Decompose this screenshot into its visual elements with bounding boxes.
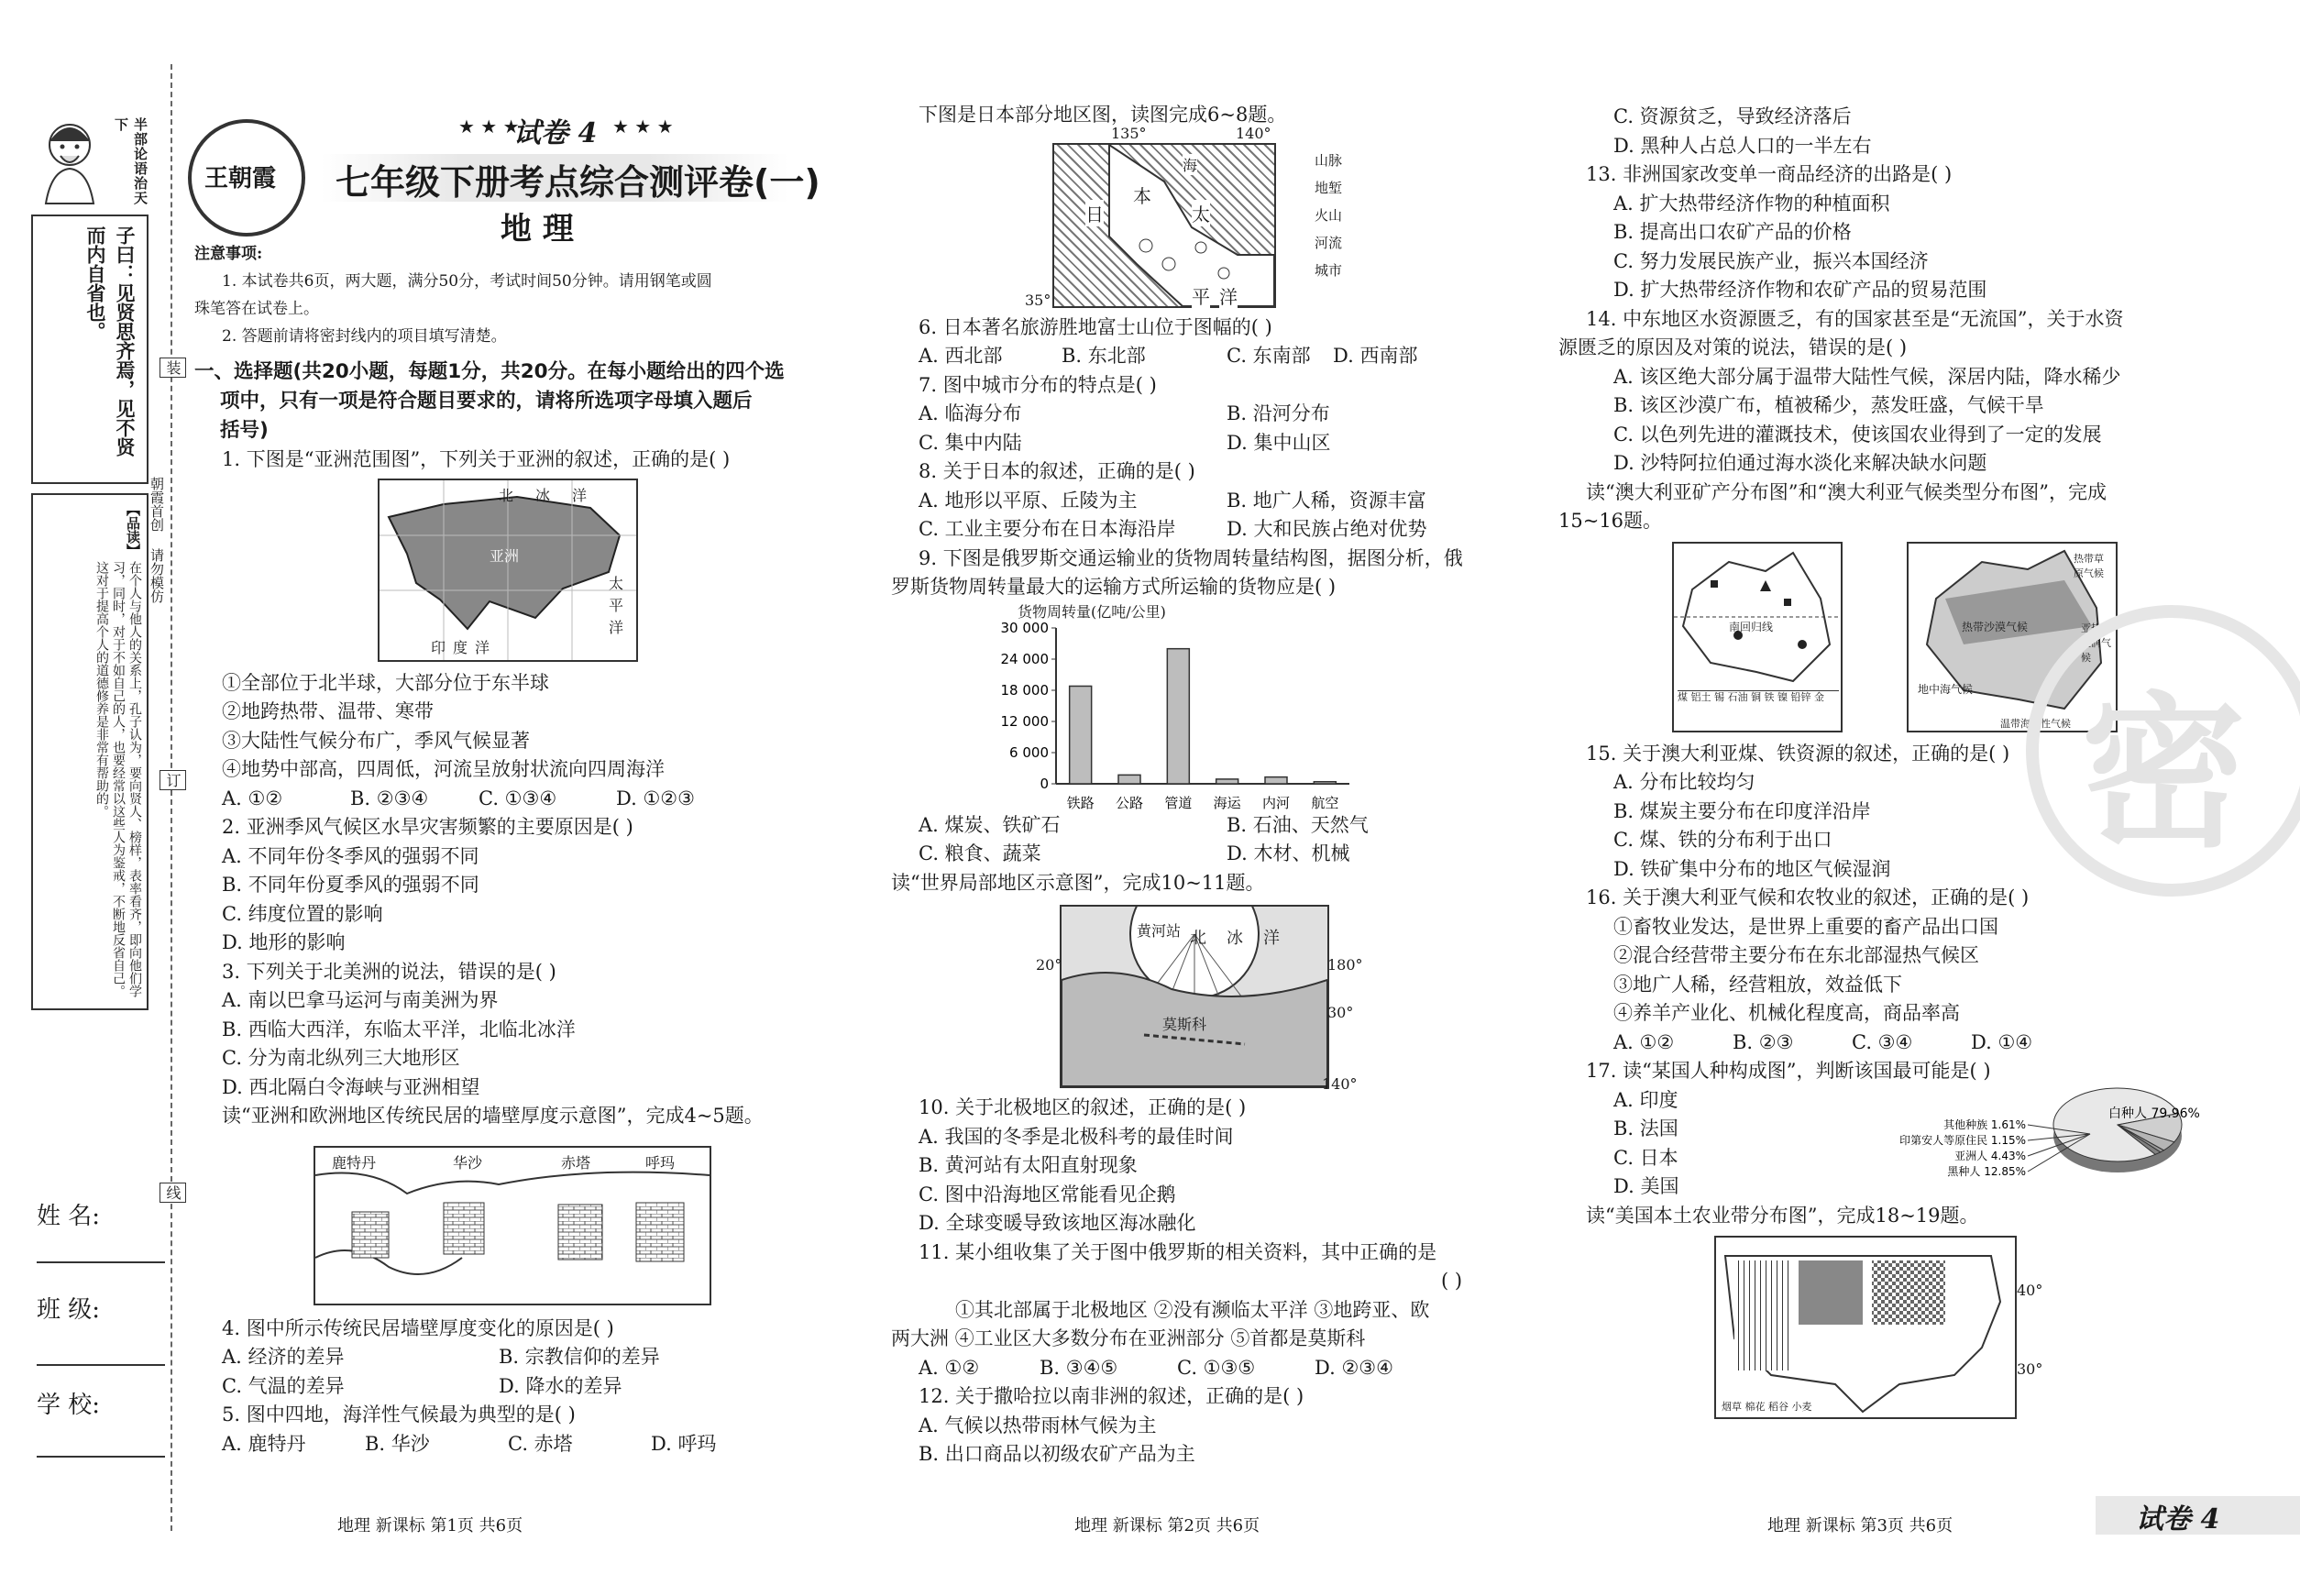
reading-prompt: 读“世界局部地区示意图”，完成10~11题。 — [891, 871, 1265, 894]
climate-label: 地中海气候 — [1918, 682, 1974, 696]
question-3: 3. 下列关于北美洲的说法，错误的是( ) — [222, 960, 556, 983]
q6-options — [891, 342, 1514, 371]
pindu-box — [31, 493, 149, 1010]
y-tick-label: 0 — [1040, 775, 1049, 792]
city-chita: 赤塔 — [561, 1153, 591, 1172]
option-c[interactable]: C. 图中沿海地区常能看见企鹅 — [919, 1183, 1176, 1205]
bar — [1265, 776, 1287, 783]
option-c[interactable]: C. 资源贫乏，导致经济落后 — [1613, 105, 1852, 127]
notes-item: 珠笔答在试卷上。 — [194, 300, 319, 318]
option-b[interactable]: B. 黄河站有太阳直射现象 — [919, 1154, 1138, 1176]
x-tick-label: 航空 — [1311, 794, 1339, 811]
question-6: 6. 日本著名旅游胜地富士山位于图幅的( ) — [919, 315, 1272, 338]
option-a[interactable]: A. 气候以热带雨林气候为主 — [919, 1414, 1157, 1436]
map-label: 平 — [609, 596, 624, 614]
option-b[interactable]: B. 沿河分布 — [1227, 402, 1330, 424]
map-label: 北 — [1190, 929, 1206, 948]
reading-prompt-cont: 15~16题。 — [1558, 510, 1663, 532]
q7-options — [891, 400, 1514, 429]
name-field[interactable] — [37, 1261, 165, 1263]
legend-item: 煤 — [1678, 690, 1688, 703]
option-b[interactable]: B. 石油、天然气 — [1227, 813, 1369, 836]
legend-item: 镍 — [1777, 690, 1788, 703]
pie-label: 亚洲人 4.43% — [1954, 1150, 2026, 1162]
chart-title: 货物周转量(亿吨/公里) — [1018, 602, 1166, 621]
aus-mineral-map — [1672, 542, 1843, 732]
option-a[interactable]: A. ①② — [1613, 1030, 1675, 1053]
lat-40: 40° — [2017, 1282, 2043, 1299]
legend-item: 铜 — [1751, 690, 1761, 703]
q11-options — [891, 1354, 1514, 1383]
section-line: 括号) — [220, 419, 269, 442]
mineral-legend — [1678, 690, 1839, 704]
legend-volcano: 火山 — [1315, 206, 1343, 224]
option-a[interactable]: A. 地形以平原、丘陵为主 — [919, 489, 1138, 512]
option-a[interactable]: A. 南以巴拿马运河与南美洲为界 — [222, 989, 499, 1011]
map-label: 洋 — [475, 638, 490, 656]
option-d[interactable]: D. 木材、机械 — [1227, 842, 1350, 864]
option-d[interactable]: D. 全球变暖导致该地区海冰融化 — [919, 1212, 1196, 1234]
question-7: 7. 图中城市分布的特点是( ) — [919, 373, 1157, 396]
map-label: 洋 — [1263, 929, 1280, 948]
option-d[interactable]: D. 铁矿集中分布的地区气候湿润 — [1613, 857, 1891, 880]
option-b[interactable]: B. 该区沙漠广布，植被稀少，蒸发旺盛，气候干旱 — [1613, 394, 2044, 416]
seal-line — [171, 64, 172, 1531]
reading-prompt: 下图是日本部分地区图，读图完成6~8题。 — [919, 104, 1287, 126]
question-9-cont: 罗斯货物周转量最大的运输方式所运输的货物应是( ) — [891, 576, 1337, 598]
map-label: 度 — [453, 638, 468, 656]
option-a[interactable]: A. 该区绝大部分属于温带大陆性气候，深居内陆，降水稀少 — [1613, 365, 2121, 388]
map-label: 日 — [1085, 200, 1104, 226]
option-a[interactable]: A. 临海分布 — [919, 402, 1022, 424]
x-tick-label: 内河 — [1261, 794, 1291, 811]
x-tick-label: 铁路 — [1066, 794, 1095, 811]
legend-graben: 地堑 — [1315, 179, 1343, 196]
option-c[interactable]: C. 纬度位置的影响 — [222, 902, 383, 925]
map-label: 太 — [1192, 200, 1210, 226]
name-label: 姓 名: — [37, 1203, 101, 1230]
us-map-frame — [1714, 1236, 2017, 1419]
option-b[interactable]: B. ②③ — [1733, 1030, 1794, 1053]
map-label: 印 — [431, 638, 446, 656]
climate-label: 热带草原气候 — [2074, 552, 2104, 579]
column-1 — [194, 446, 827, 1458]
option-c[interactable]: C. 集中内陆 — [919, 431, 1022, 454]
option-c[interactable]: C. 工业主要分布在日本海沿岸 — [919, 518, 1176, 540]
map-label: 洋 — [572, 486, 588, 504]
option-c[interactable]: C. ①③④ — [479, 787, 557, 809]
option-d[interactable]: D. 呼玛 — [651, 1432, 717, 1455]
watermark-text: 密 — [2081, 677, 2247, 870]
asia-map — [194, 475, 827, 669]
option-b[interactable]: B. 出口商品以初级农矿产品为主 — [919, 1443, 1195, 1465]
option-a[interactable]: A. 经济的差异 — [222, 1346, 345, 1368]
pie-label: 黑种人 12.85% — [1947, 1165, 2026, 1178]
map-label: 洋 — [1219, 282, 1238, 309]
map-label: 海 — [1183, 154, 1197, 175]
map-label: 洋 — [609, 618, 624, 636]
lat-30: 30° — [2017, 1360, 2043, 1378]
bar — [1167, 648, 1189, 783]
option-b[interactable]: B. ②③④ — [350, 787, 429, 809]
y-tick-label: 12 000 — [1000, 712, 1049, 730]
option-c[interactable]: C. 日本 — [1613, 1146, 1678, 1169]
legend-mountain: 山脉 — [1315, 151, 1343, 169]
question-14: 14. 中东地区水资源匮乏，有的国家甚至是“无流国”，关于水资 — [1586, 307, 2124, 330]
subject-title: 地 理 — [501, 211, 574, 248]
tropic-label: 南回归线 — [1729, 620, 1774, 633]
option-a[interactable]: A. 煤炭、铁矿石 — [919, 813, 1061, 836]
question-5: 5. 图中四地，海洋性气候最为典型的是( ) — [222, 1403, 576, 1425]
q1-options — [194, 785, 827, 814]
option-b[interactable]: B. 法国 — [1613, 1117, 1678, 1139]
lon-180: 180° — [1327, 956, 1363, 974]
option-c[interactable]: C. 气温的差异 — [222, 1374, 345, 1397]
reading-prompt: 读“美国本土农业带分布图”，完成18~19题。 — [1586, 1204, 1979, 1227]
y-tick-label: 18 000 — [1000, 681, 1049, 699]
option-b[interactable]: B. 西临大西洋，东临太平洋，北临北冰洋 — [222, 1018, 576, 1040]
q5-options — [194, 1430, 827, 1459]
climate-label: 温带海洋性气候 — [2000, 717, 2071, 730]
section-line: 项中，只有一项是符合题目要求的，请将所选项字母填入题后 — [220, 390, 753, 413]
legend-item: 铁 — [1764, 690, 1775, 703]
option-a[interactable]: A. 分布比较均匀 — [1613, 771, 1755, 793]
lon-140: 140° — [1236, 124, 1271, 142]
map-label: 太 — [609, 574, 624, 592]
statement: ②地跨热带、温带、寒带 — [222, 700, 434, 722]
option-a[interactable]: A. 扩大热带经济作物的种植面积 — [1613, 192, 1890, 215]
option-a[interactable]: A. 西北部 — [919, 345, 1003, 367]
section-heading — [194, 358, 818, 446]
map-label: 冰 — [535, 486, 551, 504]
option-a[interactable]: A. 印度 — [1613, 1088, 1678, 1111]
seal-mark-xian: 线 — [160, 1183, 186, 1203]
question-9: 9. 下图是俄罗斯交通运输业的货物周转量结构图，据图分析，俄 — [919, 546, 1463, 569]
option-a[interactable]: A. ①② — [919, 1356, 980, 1379]
option-d[interactable]: D. ①②③ — [616, 787, 695, 809]
japan-map-frame — [1052, 143, 1276, 308]
wall-map — [194, 1131, 827, 1315]
pie-label: 白种人 79.96% — [2108, 1106, 2200, 1121]
q4-options — [194, 1372, 827, 1402]
option-d[interactable]: D. ①④ — [1971, 1030, 2033, 1053]
notes-item: 1. 本试卷共6页，两大题，满分50分，考试时间50分钟。请用钢笔或圆 — [222, 272, 712, 291]
wall-map-frame — [314, 1146, 711, 1305]
option-a[interactable]: A. ①② — [222, 787, 283, 809]
option-d[interactable]: D. 沙特阿拉伯通过海水淡化来解决缺水问题 — [1613, 452, 1987, 474]
question-8: 8. 关于日本的叙述，正确的是( ) — [919, 460, 1195, 482]
corner-tag: 试卷 4 — [2136, 1503, 2220, 1535]
option-c[interactable]: C. 煤、铁的分布利于出口 — [1613, 829, 1832, 851]
pindu-text: 在个人与他人的关系上，孔子认为，要向贤人、榜样，表率看齐，即向他们学习，同时，对于不如自己的人，也要经常以这些人为鉴戒，不断地反省自己。这对于提高个人的道德修养是非常有帮助的。 — [94, 561, 142, 997]
map-label: 本 — [1133, 182, 1151, 208]
arctic-map — [891, 897, 1514, 1094]
series-stars-left: ★ ★ ★ — [458, 116, 520, 138]
question-11-stmt: ①其北部属于北极地区 ②没有濒临太平洋 ③地跨亚、欧 — [955, 1298, 1430, 1321]
option-b[interactable]: B. ③④⑤ — [1040, 1356, 1118, 1379]
option-d[interactable]: D. ②③④ — [1315, 1356, 1393, 1379]
option-c[interactable]: C. 分为南北纵列三大地形区 — [222, 1047, 460, 1069]
option-d[interactable]: D. 地形的影响 — [222, 931, 346, 953]
question-11-stmt: 两大洲 ④工业区大多数分布在亚洲部分 ⑤首都是莫斯科 — [891, 1327, 1366, 1349]
question-16: 16. 关于澳大利亚气候和农牧业的叙述，正确的是( ) — [1586, 886, 2030, 908]
logo-text: 王朝霞 — [204, 165, 277, 193]
quote-box — [31, 215, 149, 484]
q8-options — [891, 515, 1514, 545]
option-b[interactable]: B. 不同年份夏季风的强弱不同 — [222, 874, 479, 896]
y-tick-label: 6 000 — [1009, 743, 1049, 761]
japan-legend — [1291, 147, 1342, 284]
map-label: 北 — [499, 486, 514, 504]
quote-text: 子曰：见贤思齐焉，见不贤而内自省也。 — [84, 226, 136, 457]
option-d[interactable]: D. 黑种人占总人口的一半左右 — [1613, 134, 1872, 157]
legend-item: 金 — [1814, 690, 1824, 703]
map-label: 冰 — [1227, 929, 1243, 948]
bar — [1314, 781, 1336, 783]
legend-item: 棉花 — [1744, 1401, 1766, 1413]
option-d[interactable]: D. 西北隔白令海峡与亚洲相望 — [222, 1075, 480, 1098]
statement: ①全部位于北半球，大部分位于东半球 — [222, 671, 549, 694]
page-footer-1: 地理 新课标 第1页 共6页 — [337, 1516, 523, 1535]
question-2: 2. 亚洲季风气候区水旱灾害频繁的主要原因是( ) — [222, 816, 633, 838]
question-11-paren: ( ) — [1441, 1270, 1463, 1292]
question-4: 4. 图中所示传统民居墙壁厚度变化的原因是( ) — [222, 1316, 614, 1339]
option-b[interactable]: B. 煤炭主要分布在印度洋沿岸 — [1613, 799, 1871, 822]
statement: ④养羊产业化、机械化程度高，商品率高 — [1613, 1002, 1960, 1024]
option-c[interactable]: C. 东南部 — [1227, 345, 1311, 367]
statement: ①畜牧业发达，是世界上重要的畜产品出口国 — [1613, 915, 1998, 938]
legend-river: 河流 — [1315, 234, 1343, 251]
us-legend — [1722, 1399, 1812, 1414]
reading-prompt: 读“澳大利亚矿产分布图”和“澳大利亚气候类型分布图”，完成 — [1586, 480, 2107, 503]
race-pie-chart — [1815, 1070, 2200, 1207]
sidebar — [28, 108, 151, 1230]
option-b[interactable]: B. 提高出口农矿产品的价格 — [1613, 221, 1852, 243]
option-c[interactable]: C. ③④ — [1852, 1030, 1913, 1053]
section-line: 一、选择题(共20小题，每题1分，共20分。在每小题给出的四个选 — [194, 360, 785, 383]
climate-label: 亚热带湿润气候 — [2081, 622, 2111, 664]
pie-label: 印第安人等原住民 1.15% — [1899, 1134, 2026, 1147]
series-stars-right: ★ ★ ★ — [612, 116, 674, 138]
class-field[interactable] — [37, 1364, 165, 1366]
notes — [194, 240, 809, 350]
option-d[interactable]: D. 美国 — [1613, 1175, 1679, 1197]
legend-item: 小麦 — [1791, 1401, 1812, 1413]
legend-city: 城市 — [1315, 261, 1343, 279]
question-17: 17. 读“某国人种构成图”，判断该国最可能是( ) — [1586, 1060, 1991, 1082]
legend-item: 铅锌 — [1790, 690, 1811, 703]
question-11: 11. 某小组收集了关于图中俄罗斯的相关资料，其中正确的是 — [919, 1240, 1437, 1263]
bar — [1216, 778, 1238, 783]
option-a[interactable]: A. 鹿特丹 — [222, 1432, 306, 1455]
statement: ③大陆性气候分布广，季风气候显著 — [222, 729, 530, 752]
class-label: 班 级: — [37, 1296, 101, 1324]
question-1: 1. 下图是“亚洲范围图”，下列关于亚洲的叙述，正确的是( ) — [222, 448, 731, 470]
option-d[interactable]: D. 集中山区 — [1227, 431, 1331, 454]
option-b[interactable]: B. 华沙 — [365, 1432, 430, 1455]
brand-note: 朝霞首创 请勿模仿 — [149, 477, 165, 603]
option-d[interactable]: D. 西南部 — [1333, 345, 1418, 367]
statement: ④地势中部高，四周低，河流呈放射状流向四周海洋 — [222, 758, 665, 780]
option-c[interactable]: C. ①③⑤ — [1177, 1356, 1256, 1379]
lat-30: 30° — [1327, 1004, 1354, 1021]
pie-chart — [1815, 1070, 2200, 1207]
school-field[interactable] — [37, 1456, 165, 1458]
city-rotterdam: 鹿特丹 — [332, 1153, 377, 1172]
x-tick-label: 公路 — [1115, 794, 1144, 811]
legend-item: 铝土 — [1690, 690, 1711, 703]
legend-item: 烟草 — [1722, 1401, 1742, 1413]
city-huma: 呼玛 — [645, 1153, 676, 1172]
station-huanghe: 黄河站 — [1137, 922, 1182, 940]
reading-prompt: 读“亚洲和欧洲地区传统民居的墙壁厚度示意图”，完成4~5题。 — [222, 1105, 764, 1127]
series-tag: 试卷 4 — [513, 117, 598, 149]
option-c[interactable]: C. 赤塔 — [508, 1432, 573, 1455]
option-c[interactable]: C. 粮食、蔬菜 — [919, 842, 1041, 864]
lat-35: 35° — [1025, 291, 1051, 309]
legend-item: 稻谷 — [1768, 1401, 1788, 1413]
question-15: 15. 关于澳大利亚煤、铁资源的叙述，正确的是( ) — [1586, 742, 2010, 765]
option-c[interactable]: C. 以色列先进的灌溉技术，使该国农业得到了一定的发展 — [1613, 423, 2102, 446]
option-c[interactable]: C. 努力发展民族产业，振兴本国经济 — [1613, 249, 1929, 272]
lon-140: 140° — [1322, 1075, 1358, 1093]
option-d[interactable]: D. 降水的差异 — [499, 1374, 622, 1397]
pie-label: 其他种族 1.61% — [1943, 1118, 2026, 1131]
option-d[interactable]: D. 扩大热带经济作物和农矿产品的贸易范围 — [1613, 279, 1987, 301]
q7-options — [891, 429, 1514, 458]
page-title: 七年级下册考点综合测评卷(一) — [336, 162, 820, 203]
statement: ②混合经营带主要分布在东北部湿热气候区 — [1613, 944, 1979, 966]
option-b[interactable]: B. 地广人稀，资源丰富 — [1227, 489, 1426, 512]
page-footer-2: 地理 新课标 第2页 共6页 — [1074, 1516, 1260, 1535]
bar — [1118, 775, 1140, 784]
x-tick-label: 海运 — [1213, 794, 1241, 811]
seal-mark-ding: 订 — [160, 770, 186, 790]
logo — [188, 119, 305, 237]
notes-item: 2. 答题前请将密封线内的项目填写清楚。 — [222, 327, 507, 346]
us-agri-map — [1586, 1230, 2200, 1423]
option-d[interactable]: D. 大和民族占绝对优势 — [1227, 518, 1427, 540]
option-a[interactable]: A. 我国的冬季是北极科考的最佳时间 — [919, 1125, 1234, 1148]
option-b[interactable]: B. 东北部 — [1062, 345, 1146, 367]
asia-map-frame — [378, 479, 638, 662]
climate-label: 热带沙漠气候 — [1962, 620, 2029, 633]
map-label: 平 — [1192, 282, 1210, 309]
map-label: 亚洲 — [490, 546, 520, 565]
russia-freight-chart — [891, 602, 1514, 811]
q9-options — [891, 840, 1514, 869]
lon-20: 20° — [1036, 956, 1062, 974]
arctic-map-frame — [1060, 905, 1329, 1088]
option-a[interactable]: A. 不同年份冬季风的强弱不同 — [222, 844, 479, 867]
bar — [1070, 686, 1092, 784]
city-warsaw: 华沙 — [453, 1153, 483, 1172]
option-b[interactable]: B. 宗教信仰的差异 — [499, 1346, 660, 1368]
q4-options — [194, 1343, 827, 1372]
question-13: 13. 非洲国家改变单一商品经济的出路是( ) — [1586, 163, 1953, 185]
q8-options — [891, 487, 1514, 516]
bar-chart — [983, 619, 1368, 820]
question-12: 12. 关于撒哈拉以南非洲的叙述，正确的是( ) — [919, 1385, 1304, 1407]
question-10: 10. 关于北极地区的叙述，正确的是( ) — [919, 1096, 1247, 1118]
confucius-avatar — [33, 114, 106, 205]
lon-135: 135° — [1111, 124, 1147, 142]
school-label: 学 校: — [37, 1392, 101, 1419]
q16-options — [1586, 1029, 2200, 1058]
seal-mark-zhuang: 装 — [160, 358, 186, 378]
question-14-cont: 源匮乏的原因及对策的说法，错误的是( ) — [1558, 336, 1908, 358]
legend-item: 锡 — [1714, 690, 1724, 703]
column-2 — [891, 101, 1514, 1469]
pindu-label: 【品读】 — [125, 502, 141, 557]
city-moscow: 莫斯科 — [1162, 1016, 1207, 1033]
sidebar-motto: 半部论语治天下 — [113, 117, 149, 205]
y-tick-label: 24 000 — [1000, 650, 1049, 667]
page-footer-3: 地理 新课标 第3页 共6页 — [1767, 1516, 1953, 1535]
y-tick-label: 30 000 — [1000, 619, 1049, 636]
legend-item: 石油 — [1727, 690, 1748, 703]
notes-title: 注意事项: — [194, 245, 263, 263]
statement: ③地广人稀，经营粗放，效益低下 — [1613, 973, 1902, 996]
japan-map — [891, 124, 1514, 314]
x-tick-label: 管道 — [1164, 794, 1193, 811]
